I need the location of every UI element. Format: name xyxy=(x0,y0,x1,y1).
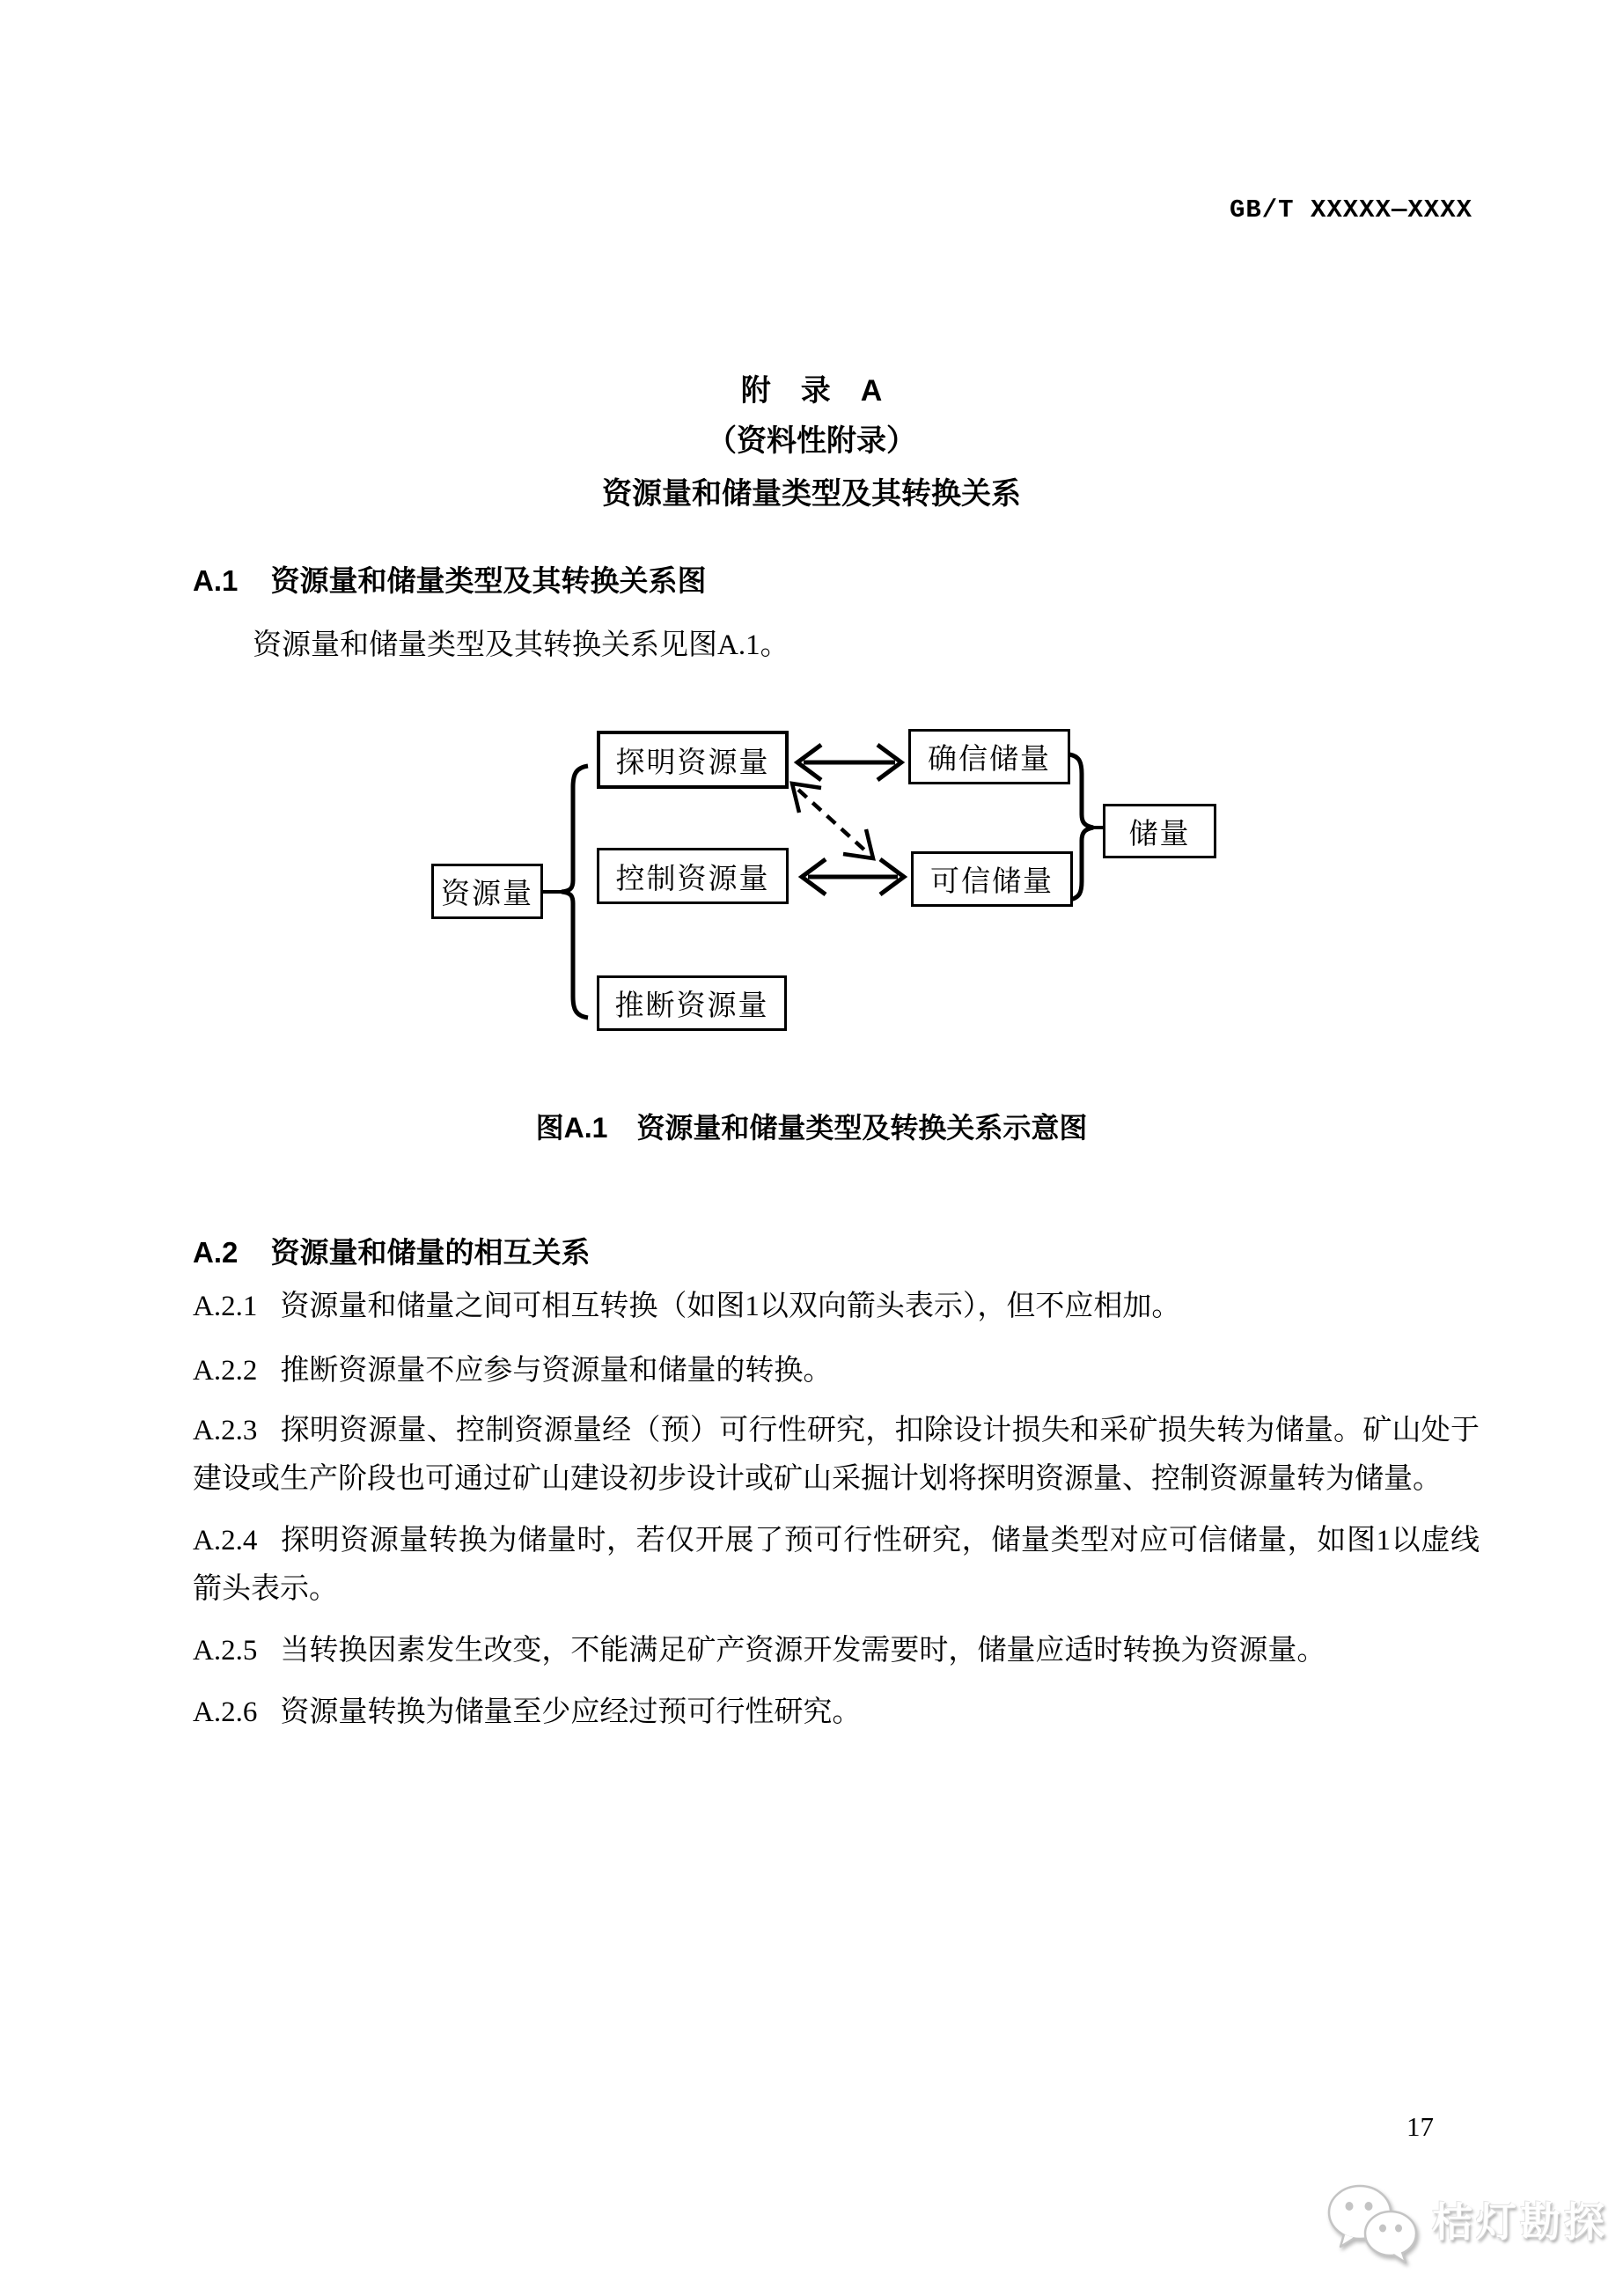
node-quexin-chuliang: 确信储量 xyxy=(908,729,1070,784)
node-ziyuanliang: 资源量 xyxy=(431,864,543,919)
clause-a2-1-text: 资源量和储量之间可相互转换（如图1以双向箭头表示），但不应相加。 xyxy=(280,1291,1181,1322)
watermark xyxy=(1325,2176,1615,2273)
clause-a2-5-text: 当转换因素发生改变，不能满足矿产资源开发需要时，储量应适时转换为资源量。 xyxy=(280,1635,1326,1667)
figure-caption-text: 资源量和储量类型及转换关系示意图 xyxy=(636,1112,1088,1144)
standard-code: GB/T XXXXX—XXXX xyxy=(1229,195,1472,224)
section-a2-number: A.2 xyxy=(193,1236,239,1269)
clause-a2-1 xyxy=(193,1283,1480,1331)
clause-a2-2 xyxy=(193,1347,1480,1395)
clause-a2-6 xyxy=(193,1689,1480,1737)
clause-a2-3-text: 探明资源量、控制资源量经（预）可行性研究，扣除设计损失和采矿损失转为储量。矿山处于建设或生产阶段也可通过矿山建设初步设计或矿山采掘计划将探明资源量、控制资源量转为储量。 xyxy=(193,1415,1480,1495)
appendix-title: 附 录 A xyxy=(740,374,883,408)
clause-a2-2-text: 推断资源量不应参与资源量和储量的转换。 xyxy=(280,1355,833,1387)
clause-a2-6-number: A.2.6 xyxy=(193,1696,258,1728)
figure-caption xyxy=(0,1106,1623,1146)
node-kexin-chuliang: 可信储量 xyxy=(911,851,1073,907)
clause-a2-4-text: 探明资源量转换为储量时，若仅开展了预可行性研究，储量类型对应可信储量，如图1以虚线箭头表示。 xyxy=(193,1525,1480,1605)
clause-a2-3-number: A.2.3 xyxy=(193,1415,258,1446)
section-a1-number: A.1 xyxy=(193,564,239,597)
section-a1-heading xyxy=(193,558,707,600)
node-tuiduan-ziyuanliang: 推断资源量 xyxy=(597,975,787,1031)
figure-a1-diagram xyxy=(422,722,1241,1043)
watermark-text: 桔灯勘探 xyxy=(1432,2199,1608,2245)
node-chuliang: 储量 xyxy=(1103,804,1216,858)
clause-a2-5 xyxy=(193,1627,1480,1675)
clause-a2-5-number: A.2.5 xyxy=(193,1635,258,1667)
section-a1-paragraph: 资源量和储量类型及其转换关系见图A.1。 xyxy=(253,629,789,661)
node-tanming-ziyuanliang: 探明资源量 xyxy=(597,731,789,789)
clause-a2-2-number: A.2.2 xyxy=(193,1355,258,1387)
clause-a2-4-number: A.2.4 xyxy=(193,1525,258,1556)
clause-a2-3 xyxy=(193,1407,1480,1504)
diagram-connectors xyxy=(422,722,1241,1043)
left-brace xyxy=(562,766,588,1018)
wechat-icon xyxy=(1325,2183,1426,2267)
section-a1-title: 资源量和储量类型及其转换关系图 xyxy=(270,564,707,597)
right-brace xyxy=(1069,754,1093,900)
appendix-subtitle: （资料性附录） xyxy=(707,424,916,458)
dashed-double-arrow xyxy=(798,790,867,852)
clause-a2-1-number: A.2.1 xyxy=(193,1291,258,1322)
clause-a2-6-text: 资源量转换为储量至少应经过预可行性研究。 xyxy=(280,1696,862,1728)
page-number: 17 xyxy=(1406,2111,1434,2142)
node-kongzhi-ziyuanliang: 控制资源量 xyxy=(597,848,789,904)
section-a2-heading xyxy=(193,1230,591,1271)
clause-a2-4 xyxy=(193,1517,1480,1614)
figure-caption-number: 图A.1 xyxy=(535,1112,608,1144)
section-a2-title: 资源量和储量的相互关系 xyxy=(270,1236,591,1269)
appendix-name: 资源量和储量类型及其转换关系 xyxy=(602,477,1021,511)
